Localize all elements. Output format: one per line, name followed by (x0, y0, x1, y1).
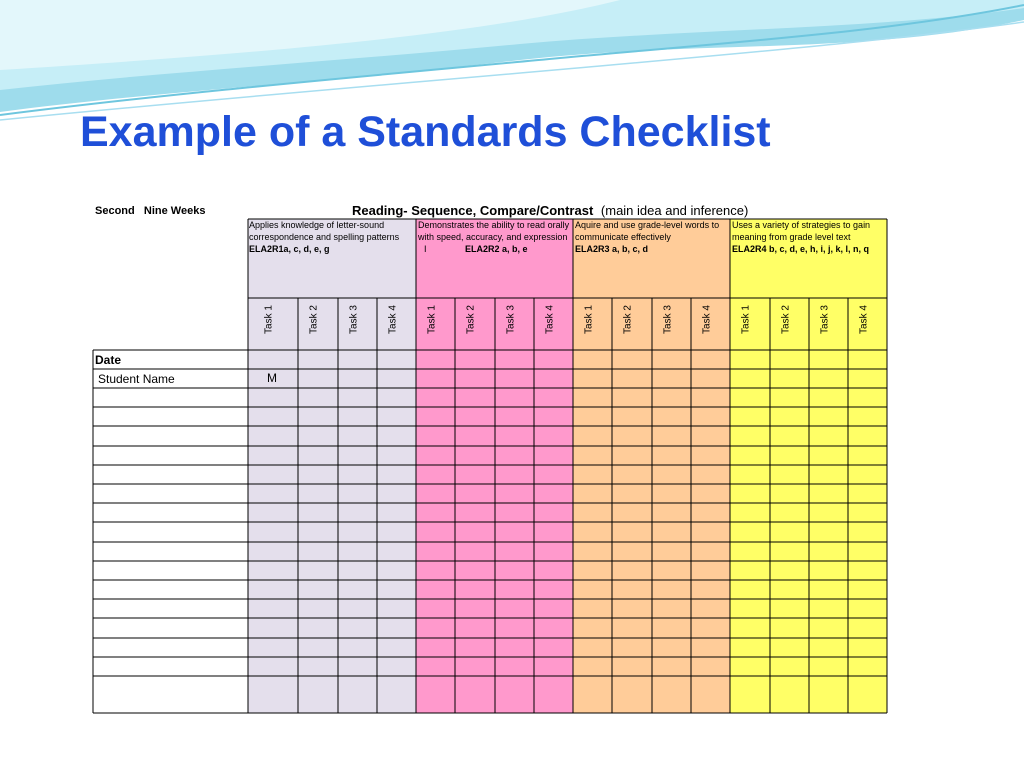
task-label-2-3: Task 3 (505, 305, 516, 334)
task-label-3-4: Task 4 (701, 305, 712, 334)
standard-1-code: ELA2R1a, c, d, e, g (249, 244, 330, 254)
date-label: Date (95, 353, 122, 367)
task-label-4-2: Task 2 (780, 305, 791, 334)
standard-2-mark: I (424, 244, 427, 254)
task-label-3-1: Task 1 (583, 305, 594, 334)
first-mark: M (267, 371, 277, 385)
period-label: Second Nine Weeks (95, 205, 206, 217)
task-label-1-3: Task 3 (348, 305, 359, 334)
page-title: Example of a Standards Checklist (80, 108, 771, 156)
standard-3-desc: Aquire and use grade-level words to communicate effectively ELA2R3 a, b, c, d (575, 220, 720, 254)
standard-3-code: ELA2R3 a, b, c, d (575, 244, 649, 254)
task-label-1-2: Task 2 (308, 305, 320, 334)
domain-title (352, 203, 748, 218)
task-label-1-4: Task 4 (387, 305, 398, 334)
domain-title-note: (main idea and inference) (600, 203, 749, 218)
standard-4-code: ELA2R4 b, c, d, e, h, i, j, k, l, n, q (732, 244, 870, 254)
task-label-3-2: Task 2 (622, 305, 634, 334)
standard-2-code: ELA2R2 a, b, e (465, 244, 528, 254)
task-label-4-1: Task 1 (740, 305, 752, 334)
task-label-2-1: Task 1 (426, 305, 437, 334)
task-label-2-2: Task 2 (465, 305, 477, 334)
task-label-3-3: Task 3 (662, 305, 673, 334)
standard-2-desc: Demonstrates the ability to read orally with speed, accuracy, and expression I ELA2R2 a, b, e (418, 220, 570, 254)
task-label-4-4: Task 4 (858, 305, 869, 334)
task-label-2-4: Task 4 (544, 305, 555, 334)
standard-1-column-fill (248, 219, 416, 713)
task-label-1-1: Task 1 (263, 305, 275, 334)
standard-4-desc: Uses a variety of strategies to gain meaning from grade level text ELA2R4 b, c, d, e, h, i, j, k, l, n, q (732, 220, 871, 254)
standard-1-desc: Applies knowledge of letter-sound correspondence and spelling patterns ELA2R1a, c, d, e, g (249, 220, 400, 254)
domain-title-bold: Reading- Sequence, Compare/Contrast (352, 203, 594, 218)
task-label-4-3: Task 3 (819, 305, 830, 334)
student-name-label: Student Name (98, 372, 175, 386)
